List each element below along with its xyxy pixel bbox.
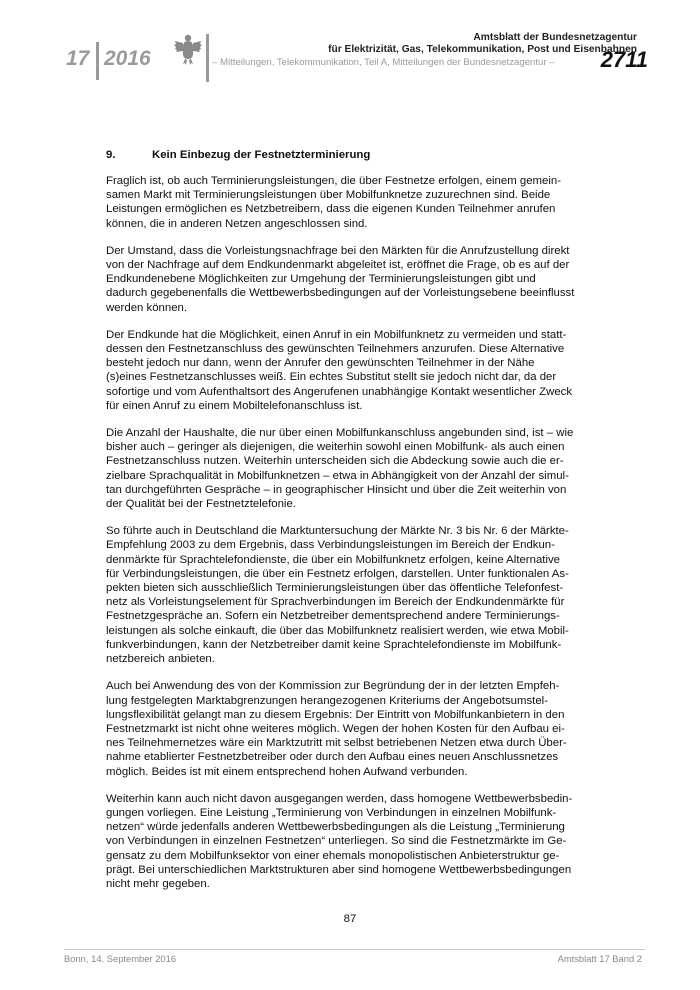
header-divider [206,34,209,82]
paragraph-7: Weiterhin kann auch nicht davon ausgegangen werden, dass homogene Wettbewerbsbedin- gungen vorliegen. Eine Leistung „Terminierung von Verbindungen in einzelnen Mobilfunk- netzen“ würde jedenfalls anderen Wettbewerbsbedingungen als die Leistung „Terminierung von Verbindungen in einzelnen Festnetzen“ unterliegen. So sind die Festnetzmärkte im Ge- gensatz zu dem Mobilfunksektor von einer ehemals monopolistischen Anbieterstruktur ge- prägt. Bei unterschiedlichen Marktstrukturen aber sind homogene Wettbewerbsbedingungen nicht mehr gegeben. [106,792,573,890]
issue-separator [96,42,99,80]
paragraph-5: So führte auch in Deutschland die Marktuntersuchung der Märkte Nr. 3 bis Nr. 6 der Märkte- Empfehlung 2003 zu dem Ergebnis, dass Verbindungsleistungen im Bereich der Endkun- denmärkte für Sprachtelefondienste, die über ein Mobilfunknetz erfolgen, keine Alternative für Verbindungsleistungen, die über ein Festnetz erfolgen, darstellen. Unter funktionalen As- pekten bieten sich ausschließlich Terminierungsleistungen über das öffentliche Telefonfest- netz als Vorleistungselement für Sprachverbindungen im Bereich der Endkundenmärkte für Festnetzgespräche an. Sofern ein Netzbetreiber dementsprechend andere Terminierungs- leistungen als solche einkauft, die über das Mobilfunknetz realisiert werden, wie etwa Mobil- funkverbindungen, kann der Netzbetreiber damit keine Sprachtelefondienste im Mobilfunk- netzbereich anbieten. [106,525,569,666]
footer-divider [64,949,645,950]
journal-title-line-1: Amtsblatt der Bundesnetzagentur [473,32,637,43]
paragraph-4: Die Anzahl der Haushalte, die nur über einen Mobilfunkanschluss angebunden sind, ist – wie bisher auch – geringer als diejenigen, die weiterhin sowohl einen Mobilfunk- als auch einen Festnetzanschluss nutzen. Weiterhin unterscheiden sich die Abdeckung sowie auch die er- zielbare Sprachqualität in Mobilfunknetzen – etwa in Abhängigkeit von der Anzahl der simul- tan durchgeführten Gespräche – in geographischer Hinsicht und über die Zeit weiterhin von der Qualität bei der Festnetztelefonie. [106,427,574,511]
paragraph-3: Der Endkunde hat die Möglichkeit, einen Anruf in ein Mobilfunknetz zu vermeiden und statt- dessen den Festnetzanschluss des gewünschten Teilnehmers anzurufen. Diese Alternative besteht jedoch nur dann, wenn der Anrufer den gewünschten Teilnehmer in der Nähe (s)eines Festnetzanschlusses weiß. Ein echtes Substitut stellt sie jedoch nicht dar, da der sofortige und vom Aufenthaltsort des Angerufenen unabhängige Kontakt wesentlicher Zweck für einen Anruf zu einem Mobiltelefonanschluss ist. [106,328,573,412]
issue-year: 2016 [104,47,151,70]
footer-date: Bonn, 14. September 2016 [64,953,177,964]
paragraph-2: Der Umstand, dass die Vorleistungsnachfrage bei den Märkten für die Anrufzustellung direkt von der Nachfrage auf dem Endkundenmarkt abgeleitet ist, eröffnet die Frage, ob es auf der Endkundenebene Möglichkeiten zur Umgehung der Terminierungsleistungen gibt und dadurch gegebenenfalls die Wettbewerbsbedingungen auf der Vorleistungsebene beeinflusst werden können. [106,244,575,314]
main-content [106,148,596,904]
paragraph-1: Fraglich ist, ob auch Terminierungsleistungen, die über Festnetze erfolgen, einem gemein- samen Markt mit Terminierungsleistungen über Mobilfunknetze zuzurechnen sind. Beide Leistungen ermöglichen es Netzbetreibern, dass die eigenen Kunden Teilnehmer anrufen können, die in anderen Netzen angeschlossen sind. [106,175,562,230]
footer-issue: Amtsblatt 17 Band 2 [557,953,642,964]
section-heading [106,148,596,162]
journal-title [328,32,637,55]
journal-title-line-2: für Elektrizität, Gas, Telekommunikation, Post und Eisenbahnen [328,43,637,55]
federal-eagle-icon [174,32,202,66]
section-number: 9. [106,149,116,161]
journal-subtitle: – Mitteilungen, Telekommunikation, Teil A, Mitteilungen der Bundesnetzagentur – [212,57,555,68]
paragraph-6: Auch bei Anwendung des von der Kommission zur Begründung der in der letzten Empfeh- lung festgelegten Marktabgrenzungen herangezogenen Kriteriums der Angebotsumstel- lungsflexibilität gelangt man zu diesem Ergebnis: Der Eintritt von Mobilfunkanbietern in den Festnetzmarkt ist nicht ohne weiteres möglich. Wegen der hohen Kosten für den Aufbau ei- nes Teilnehmernetzes wäre ein Marktzutritt mit selbst betriebenen Netzen etwa durch Über- nahme etablierter Festnetzbetreiber oder durch den Aufbau eines neuen Anschlussnetzes möglich. Beides ist mit einem entsprechend hohen Aufwand verbunden. [106,680,567,778]
section-title: Kein Einbezug der Festnetzterminierung [152,149,371,161]
issue-number: 17 [66,47,90,70]
page-number: 2711 [600,47,648,72]
document-page-number: 87 [343,913,357,925]
